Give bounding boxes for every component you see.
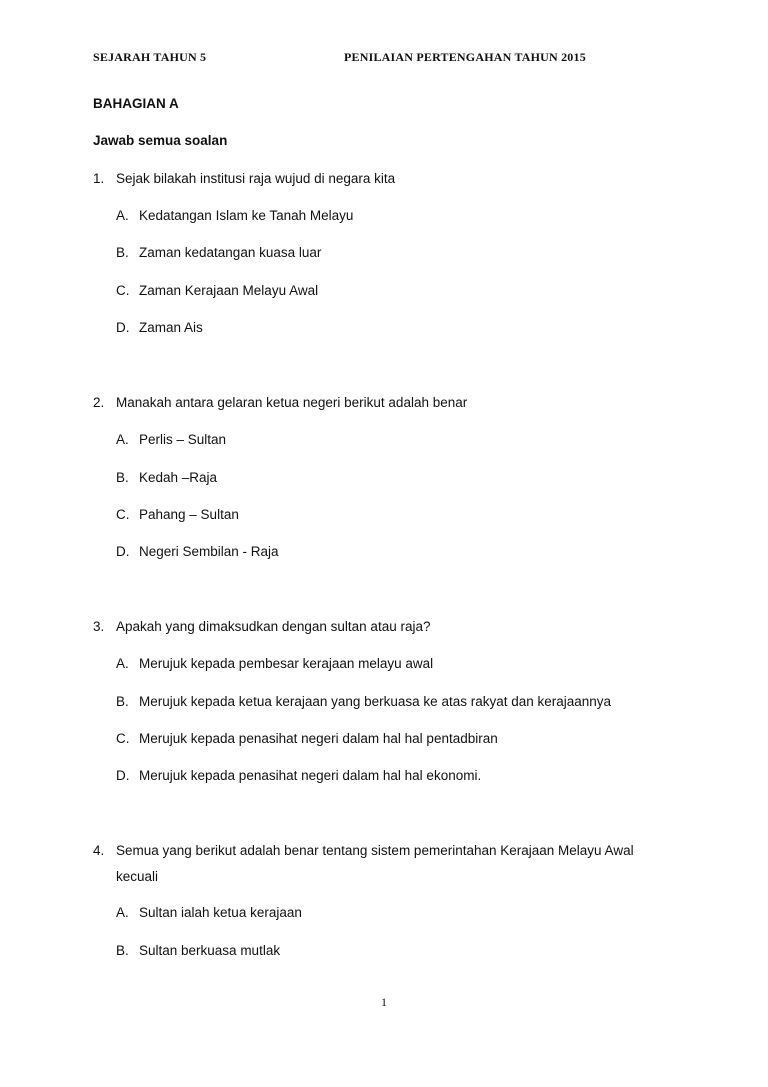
- option-1b: [116, 245, 676, 260]
- option-letter: B.: [116, 470, 129, 485]
- option-3b: [116, 694, 676, 709]
- question-3: [93, 614, 683, 640]
- option-text: Merujuk kepada penasihat negeri dalam hal hal ekonomi.: [139, 768, 482, 783]
- option-letter: B.: [116, 245, 129, 260]
- option-text: Pahang – Sultan: [139, 507, 239, 522]
- option-letter: B.: [116, 943, 129, 958]
- option-letter: C.: [116, 731, 130, 746]
- option-letter: D.: [116, 544, 130, 559]
- option-3c: [116, 731, 676, 746]
- option-letter: D.: [116, 320, 130, 335]
- section-title: BAHAGIAN A: [93, 96, 179, 111]
- header-exam-title: PENILAIAN PERTENGAHAN TAHUN 2015: [344, 50, 586, 64]
- option-4a: [116, 905, 676, 920]
- question-text: Sejak bilakah institusi raja wujud di negara kita: [116, 171, 396, 186]
- option-letter: B.: [116, 694, 129, 709]
- instruction: Jawab semua soalan: [93, 133, 228, 148]
- question-number: 2.: [93, 395, 105, 410]
- option-letter: A.: [116, 432, 129, 447]
- option-letter: A.: [116, 905, 129, 920]
- option-2a: [116, 432, 676, 447]
- option-letter: C.: [116, 283, 130, 298]
- option-3a: [116, 656, 676, 671]
- option-text: Zaman Kerajaan Melayu Awal: [139, 283, 319, 298]
- option-1d: [116, 320, 676, 335]
- option-2b: [116, 470, 676, 485]
- option-text: Sultan ialah ketua kerajaan: [139, 905, 302, 920]
- page-number: 1: [381, 995, 387, 1009]
- option-text: Sultan berkuasa mutlak: [139, 943, 281, 958]
- question-number: 3.: [93, 619, 105, 634]
- question-2: [93, 390, 683, 416]
- question-number: 4.: [93, 843, 105, 858]
- option-text: Negeri Sembilan - Raja: [139, 544, 279, 559]
- option-3d: [116, 768, 676, 783]
- option-2d: [116, 544, 676, 559]
- option-letter: C.: [116, 507, 130, 522]
- option-letter: A.: [116, 208, 129, 223]
- question-text: Semua yang berikut adalah benar tentang sistem pemerintahan Kerajaan Melayu Awal: [116, 843, 634, 858]
- question-4: [93, 838, 683, 890]
- option-text: Merujuk kepada ketua kerajaan yang berkuasa ke atas rakyat dan kerajaannya: [139, 694, 612, 709]
- option-text: Perlis – Sultan: [139, 432, 227, 447]
- header-subject: SEJARAH TAHUN 5: [93, 50, 207, 64]
- question-text: Apakah yang dimaksudkan dengan sultan atau raja?: [116, 619, 431, 634]
- option-2c: [116, 507, 676, 522]
- option-1a: [116, 208, 676, 223]
- option-letter: A.: [116, 656, 129, 671]
- option-text: Merujuk kepada penasihat negeri dalam hal hal pentadbiran: [139, 731, 498, 746]
- option-text: Kedatangan Islam ke Tanah Melayu: [139, 208, 354, 223]
- question-text-continued: kecuali: [116, 869, 159, 884]
- page-header: [93, 50, 673, 70]
- option-text: Merujuk kepada pembesar kerajaan melayu awal: [139, 656, 434, 671]
- option-text: Zaman kedatangan kuasa luar: [139, 245, 322, 260]
- option-4b: [116, 943, 676, 958]
- option-letter: D.: [116, 768, 130, 783]
- option-text: Zaman Ais: [139, 320, 203, 335]
- question-text: Manakah antara gelaran ketua negeri berikut adalah benar: [116, 395, 468, 410]
- question-number: 1.: [93, 171, 105, 186]
- option-1c: [116, 283, 676, 298]
- question-1: [93, 166, 683, 192]
- option-text: Kedah –Raja: [139, 470, 218, 485]
